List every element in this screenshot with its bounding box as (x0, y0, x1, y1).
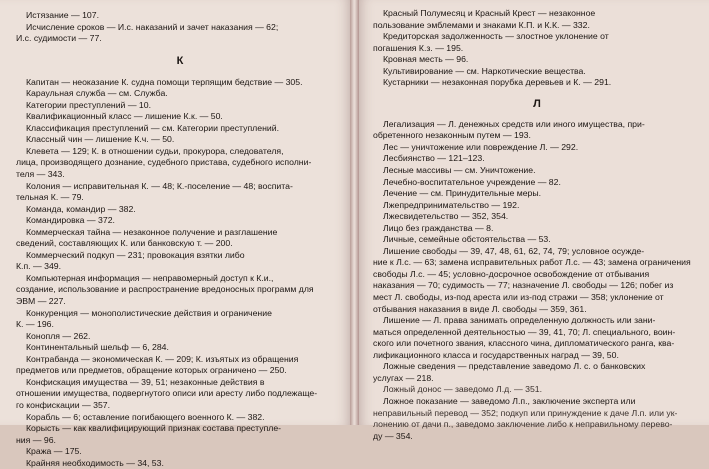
index-entry-continuation: ского или почетного звания, классного чина, дипломатического ранга, ква- (373, 338, 675, 349)
index-entry: Конфискация имущества — 39, 51; незаконные действия в (26, 376, 265, 387)
index-entry-continuation: К. — 196. (16, 319, 54, 330)
index-entry: Категории преступлений — 10. (26, 99, 152, 110)
index-entry: Красный Полумесяц и Красный Крест — незаконное (383, 8, 596, 18)
index-entry-continuation: обретенного незаконным путем — 193. (373, 130, 531, 141)
index-entry: Легализация — Л. денежных средств или иного имущества, при- (383, 118, 645, 129)
index-entry: Капитан — неоказание К. судна помощи терпящим бедствие — 305. (26, 76, 303, 87)
index-entry: Лжесвидетельство — 352, 354. (383, 211, 509, 222)
index-entry: Культивирование — см. Наркотические вещества. (383, 65, 586, 76)
index-entry: Кустарники — незаконная порубка деревьев и К. — 291. (383, 77, 612, 88)
section-letter-k: К (176, 54, 184, 67)
index-entry: Классификация преступлений — см. Категории преступлений. (26, 122, 279, 133)
index-entry-continuation: ду — 354. (373, 430, 413, 441)
index-entry: Конкуренция — монополистические действия и ограничение (26, 307, 272, 318)
index-entry-continuation: неправильный перевод — 352; подкуп или принуждение к даче Л.п. или ук- (373, 407, 678, 418)
index-entry: Кредиторская задолженность — злостное уклонение от (383, 31, 609, 42)
index-entry-continuation: лонению от дачи п., заведомо заключение либо к неправильному перево- (373, 419, 673, 430)
index-entry-continuation: отбывания наказания в виде Л. свободы — 359, 361. (373, 303, 587, 314)
index-entry-continuation: лификационного класса и государственных наград — 39, 50. (373, 349, 619, 360)
index-entry: Лечебно-воспитательное учреждение — 82. (383, 176, 561, 187)
index-entry-continuation: отношении имущества, подвергнутого описи или аресту либо подлежаще- (16, 388, 318, 399)
index-entry: Лечение — см. Принудительные меры. (383, 188, 542, 199)
index-entry: Командировка — 372. (26, 215, 115, 226)
index-entry: Лесбиянство — 121–123. (383, 153, 485, 164)
index-entry-continuation: тельная К. — 79. (16, 192, 84, 203)
index-entry-continuation: пользование эмблемами и знаками К.П. и К.К. — 332. (373, 19, 590, 30)
index-entry: Клевета — 129; К. в отношении судьи, прокурора, следователя, (26, 145, 284, 156)
index-entry: Команда, командир — 382. (26, 203, 136, 214)
index-entry: Кража — 175. (26, 446, 82, 457)
index-entry-continuation: сведений, составляющих К. или банковскую т. — 200. (16, 238, 233, 249)
index-entry: Лишение — Л. права занимать определенную должность или зани- (383, 315, 656, 326)
index-entry-continuation: лица, производящего дознание, судебного пристава, судебного исполни- (16, 157, 312, 168)
index-entry-continuation: свободы Л.с. — 45; условно-досрочное освобождение от отбывания (373, 268, 650, 279)
section-letter-l: Л (533, 97, 541, 110)
index-entry: Лесные массивы — см. Уничтожение. (383, 165, 536, 176)
index-entry: Лжепредпринимательство — 192. (383, 199, 520, 210)
index-entry-continuation: мест Л. свободы, из-под ареста или из-под стражи — 358; уклонение от (373, 292, 664, 303)
index-entry-continuation: ЭВМ — 227. (16, 296, 66, 307)
index-entry-continuation: услугах — 218. (373, 372, 434, 383)
left-page (0, 0, 350, 468)
index-entry: Истязание — 107. (26, 10, 99, 20)
index-entry: Классный чин — лишение К.ч. — 50. (26, 134, 175, 145)
index-entry: Континентальный шельф — 6, 284. (26, 342, 169, 353)
index-entry: Лес — уничтожение или повреждение Л. — 292. (383, 141, 579, 152)
index-entry-continuation: наказания — 70; судимость — 77; назначение Л. свободы — 126; побег из (373, 280, 674, 291)
index-entry: Колония — исправительная К. — 48; К.-поселение — 48; воспита- (26, 180, 293, 191)
index-entry-continuation: предметов или предметов, обращение которых ограничено — 250. (16, 365, 287, 376)
index-entry: Ложное показание — заведомо Л.п., заключение эксперта или (383, 395, 636, 406)
index-entry: Коммерческий подкуп — 231; провокация взятки либо (26, 249, 245, 260)
index-entry: Контрабанда — экономическая К. — 209; К. изъятых из обращения (26, 353, 299, 364)
index-entry-continuation: И.с. судимости — 77. (16, 33, 102, 44)
index-entry-continuation: погашения К.з. — 195. (373, 42, 464, 53)
index-entry: Лишение свободы — 39, 47, 48, 61, 62, 74, 79; условное осужде- (383, 245, 645, 256)
index-entry: Конопля — 262. (26, 330, 91, 341)
index-entry: Личные, семейные обстоятельства — 53. (383, 234, 551, 245)
index-entry: Караульная служба — см. Служба. (26, 88, 168, 99)
index-entry-continuation: создание, использование и распространение вредоносных программ для (16, 284, 314, 295)
index-entry-continuation: маться определенной деятельностью — 39, 41, 70; Л. специального, воин- (373, 326, 676, 337)
index-entry: Исчисление сроков — И.с. наказаний и зачет наказания — 62; (26, 21, 279, 32)
index-entry: Коммерческая тайна — незаконное получение и разглашение (26, 226, 278, 237)
index-entry: Корысть — как квалифицирующий признак состава преступле- (26, 423, 282, 434)
index-entry-continuation: ния — 96. (16, 434, 56, 445)
index-entry: Ложный донос — заведомо Л.д. — 351. (383, 384, 543, 395)
index-entry-continuation: го конфискации — 357. (16, 399, 111, 410)
index-entry: Лицо без гражданства — 8. (383, 222, 494, 233)
index-entry-continuation: ние к Л.с. — 63; замена исправительных работ Л.с. — 43; замена ограничения (373, 257, 691, 268)
right-page (359, 0, 709, 441)
index-entry: Квалификационный класс — лишение К.к. — 50. (26, 111, 223, 122)
index-entry: Крайняя необходимость — 34, 53. (26, 457, 164, 468)
index-entry: Ложные сведения — представление заведомо Л. с. о банковских (383, 361, 646, 372)
index-entry: Кровная месть — 96. (383, 54, 469, 65)
index-entry-continuation: К.п. — 349. (16, 261, 62, 272)
index-entry: Корабль — 6; оставление погибающего военного К. — 382. (26, 411, 265, 422)
index-entry: Компьютерная информация — неправомерный доступ к К.и., (26, 272, 274, 283)
index-entry-continuation: теля — 343. (16, 169, 65, 180)
book-gutter (350, 0, 359, 425)
